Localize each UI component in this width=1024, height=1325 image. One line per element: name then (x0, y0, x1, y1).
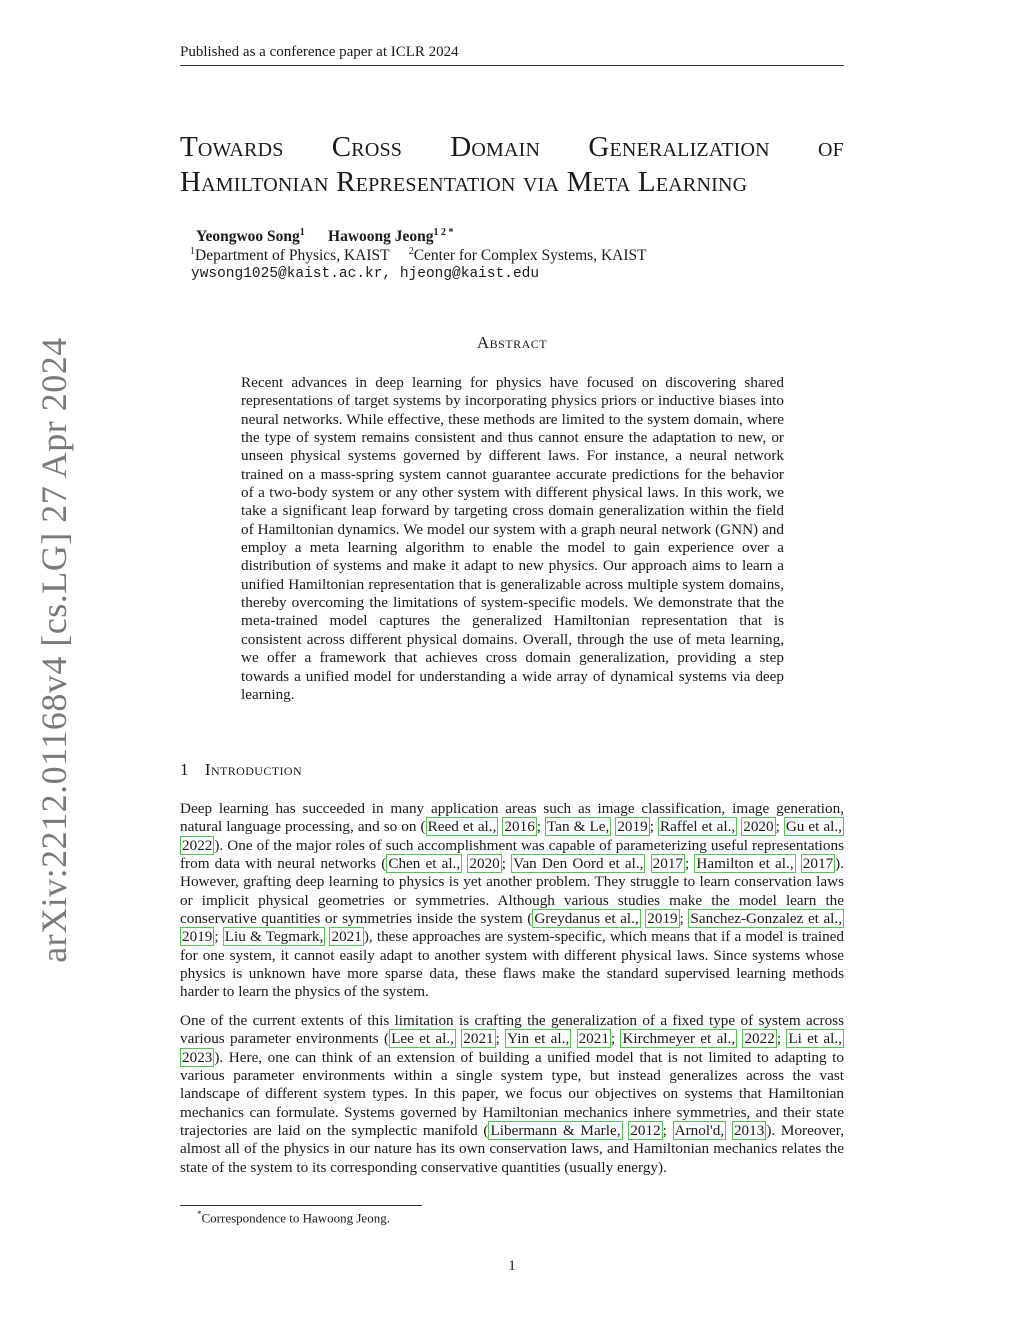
affiliation: Center for Complex Systems, KAIST (413, 247, 647, 265)
footnote-text: Correspondence to Hawoong Jeong. (201, 1210, 390, 1226)
title-word: Domain (450, 131, 541, 163)
citation-link[interactable]: Chen et al., (388, 855, 461, 873)
citation-link[interactable]: 2021 (578, 1030, 609, 1048)
citation-link[interactable]: 2020 (469, 855, 500, 873)
citation-link[interactable]: Li et al., (788, 1030, 842, 1048)
citation-link[interactable]: Greydanus et al., (534, 910, 639, 928)
citation-link[interactable]: 2019 (617, 818, 648, 836)
affiliation-mark: 1 (299, 227, 305, 238)
author-emails: ywsong1025@kaist.ac.kr, hjeong@kaist.edu (191, 266, 540, 282)
citation-link[interactable]: Libermann & Marle, (490, 1122, 621, 1140)
citation-link[interactable]: 2016 (504, 818, 535, 836)
footnote (197, 1209, 390, 1226)
citation-link[interactable]: 2012 (630, 1122, 661, 1140)
section-heading (180, 760, 302, 780)
author-name: Yeongwoo Song (196, 228, 300, 246)
affiliation-mark: 2 (408, 246, 414, 257)
abstract-heading: Abstract (476, 333, 548, 352)
author-list (196, 227, 454, 246)
citation-link[interactable]: Gu et al., (785, 818, 842, 836)
citation-link[interactable]: Lee et al., (391, 1030, 454, 1048)
citation-link[interactable]: Arnol'd, (674, 1122, 725, 1140)
citation-link[interactable]: Kirchmeyer et al., (622, 1030, 736, 1048)
author-name: Hawoong Jeong (328, 228, 434, 246)
section-number: 1 (180, 760, 189, 779)
title-line-1 (180, 130, 844, 165)
citation-link[interactable]: 2013 (733, 1122, 765, 1140)
citation-link[interactable]: 2022 (182, 836, 213, 854)
citation-link[interactable]: Tan & Le, (547, 818, 610, 836)
arxiv-identifier: arXiv:2212.01168v4 [cs.LG] 27 Apr 2024 (34, 337, 74, 963)
citation-link[interactable]: Reed et al., (427, 818, 497, 836)
citation-link[interactable]: Yin et al., (507, 1030, 570, 1048)
citation-link[interactable]: Van Den Oord et al., (513, 855, 644, 873)
footnote-mark: * (197, 1209, 202, 1219)
affiliation: Department of Physics, KAIST (195, 247, 390, 265)
citation-link[interactable]: 2023 (182, 1048, 213, 1066)
abstract-text: Recent advances in deep learning for physics have focused on discovering shared representations of target systems by incorporating physics priors or inductive biases into neural networks. While effective, these methods are limited to the system domain, where the type of system remains consistent and thus cannot ensure the adaptation to new, or unseen physical systems governed by different laws. For instance, a neural network trained on a mass-spring system cannot guarantee accurate predictions for the behavior of a two-body system or any other system with different physical laws. In this work, we take a significant leap forward by targeting cross domain generalization within the field of Hamiltonian dynamics. We model our system with a graph neural network (GNN) and employ a meta learning algorithm to enable the model to gain experience over a distribution of systems and make it adapt to new physics. Our approach aims to learn a unified Hamiltonian representation that is generalizable across multiple system domains, thereby overcoming the limitations of system-specific models. We demonstrate that the meta-trained model captures the generalized Hamiltonian representation that is consistent across different physical domains. Overall, through the use of meta learning, we offer a framework that achieves cross domain generalization, providing a step towards a unified model for understanding a wide array of dynamical systems via deep learning. (241, 374, 784, 703)
citation-link[interactable]: 2021 (463, 1030, 494, 1048)
citation-link[interactable]: Raffel et al., (659, 818, 736, 836)
citation-link[interactable]: 2017 (652, 855, 684, 873)
header-rule (180, 65, 844, 66)
title-line-2: Hamiltonian Representation via Meta Learning (180, 166, 748, 198)
running-header: Published as a conference paper at ICLR 2024 (180, 44, 459, 60)
intro-paragraph-2: One of the current extents of this limitation is crafting the generalization of a fixed type of system across various parameter environments ( Lee et al., 2021 ; Yin et al., 2021 ; Kirchmeyer et al., 2022 ; Li et al., 2023 ). Here, one can think of an extension of building a unified model that is not limited to adapting to various parameter environments within a single system type, but instead generalizes across the vast landscape of different system types. In this paper, we focus our objectives on systems that Hamiltonian mechanics can formulate. Systems governed by Hamiltonian mechanics inhere symmetries, and their state trajectories are laid on the symplectic manifold ( Libermann & Marle, 2012 ; Arnol'd, 2013 ). Moreover, almost all of the physics in our nature has its own conservation laws, and Hamiltonian mechanics relates the state of the system to its corresponding conservative quantities (usually energy). (180, 1012, 845, 1176)
section-title: Introduction (204, 760, 303, 779)
citation-link[interactable]: Sanchez-Gonzalez et al., (690, 910, 842, 928)
footnote-rule (180, 1205, 422, 1206)
citation-link[interactable]: Liu & Tegmark, (224, 928, 324, 946)
title-word: of (818, 131, 844, 163)
affiliations (190, 246, 647, 265)
affiliation-mark: 1 2 * (433, 227, 454, 238)
citation-link[interactable]: 2022 (744, 1030, 775, 1048)
citation-link[interactable]: 2021 (331, 928, 362, 946)
citation-link[interactable]: Hamilton et al., (696, 855, 794, 873)
paper-title (180, 130, 844, 200)
title-word: Cross (331, 131, 403, 163)
citation-link[interactable]: 2020 (743, 818, 774, 836)
affiliation-mark: 1 (190, 246, 195, 257)
page-number: 1 (508, 1258, 516, 1274)
title-word: Towards (180, 131, 284, 163)
citation-link[interactable]: 2019 (182, 928, 213, 946)
intro-paragraph-1: Deep learning has succeeded in many application areas such as image classification, image generation, natural language processing, and so on ( Reed et al., 2016 ; Tan & Le, 2019 ; Raffel et al., 2020 ; Gu et al., 2022 ). One of the major roles of such accomplishment was capable of parameterizing useful representations from data with neural networks ( Chen et al., 2020 ; Van Den Oord et al., 2017 ; Hamilton et al., 2017 ). However, grafting deep learning to physics is yet another problem. They struggle to learn conservation laws or implicit physical geometries or symmetries. Although various studies make the model learn the conservative quantities or symmetries inside the system ( Greydanus et al., 2019 ; Sanchez-Gonzalez et al., 2019 ; Liu & Tegmark, 2021 ), these approaches are system-specific, which means that if a model is trained for one system, it cannot easily adapt to another system with different physical laws. Since systems whose physics is unknown have more sparse data, these flaws make the standard supervised learning methods harder to learn the physics of the system. (180, 800, 845, 1001)
title-word: Generalization (588, 131, 770, 163)
citation-link[interactable]: 2017 (802, 855, 834, 873)
citation-link[interactable]: 2019 (647, 910, 678, 928)
